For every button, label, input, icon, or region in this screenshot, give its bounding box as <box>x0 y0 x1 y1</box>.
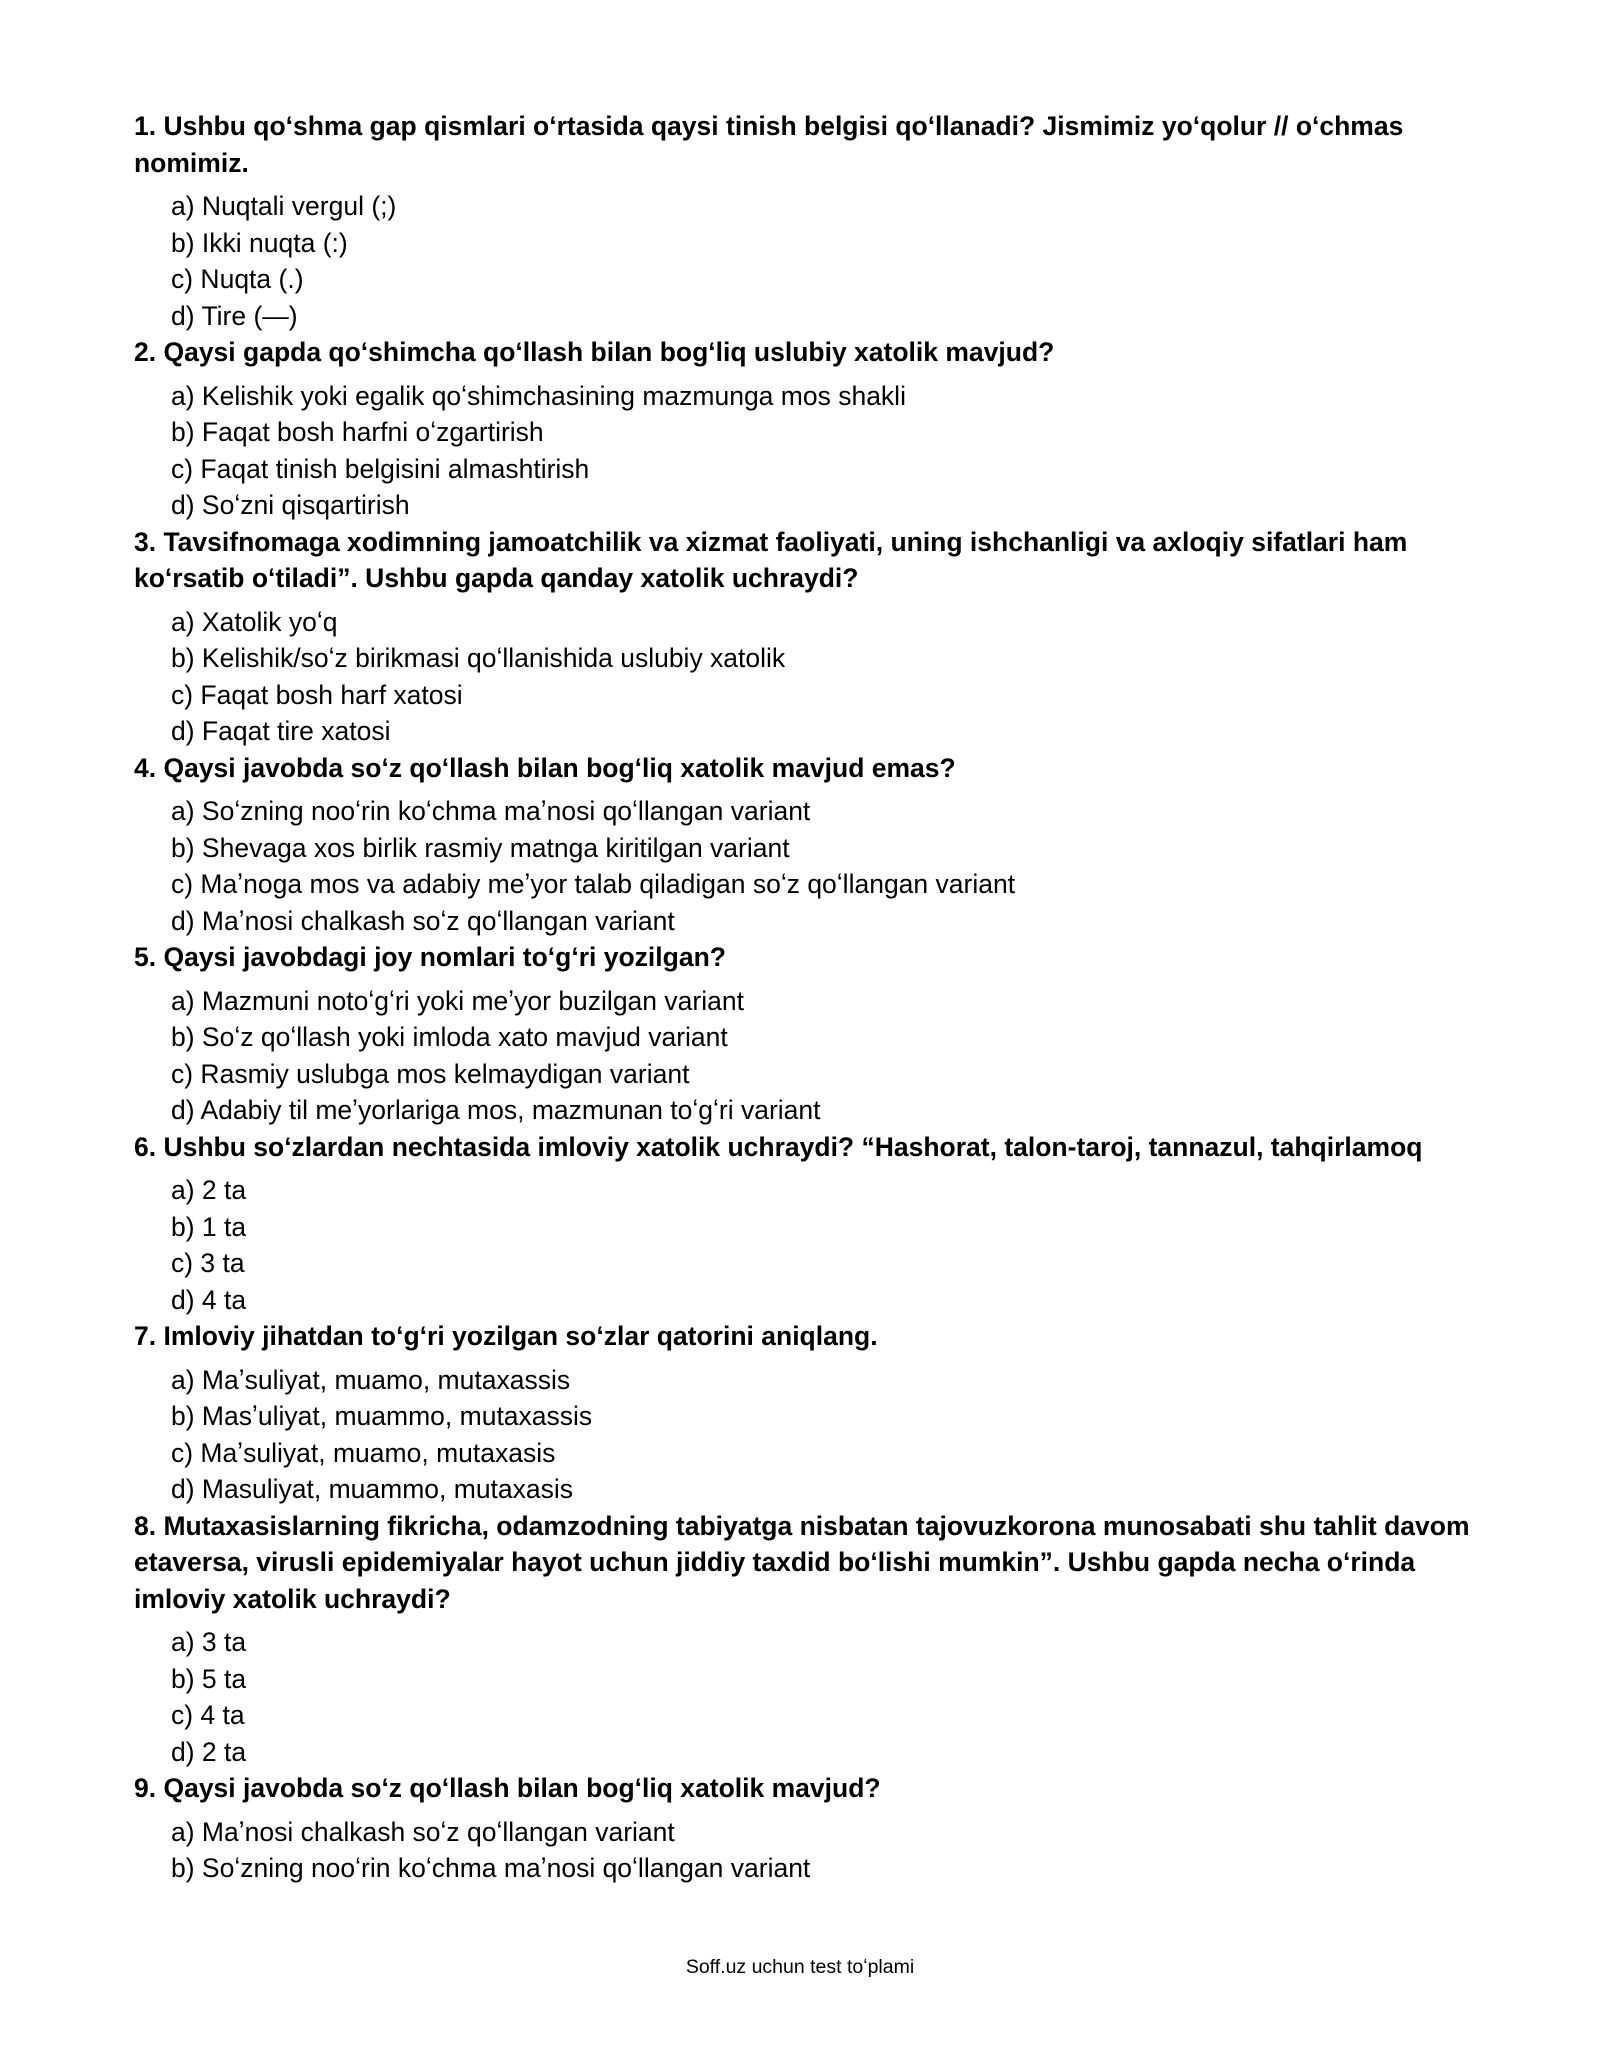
answer-option-d: d) Masuliyat, muammo, mutaxasis <box>171 1474 574 1504</box>
answer-option-b: b) Kelishik/soʻz birikmasi qoʻllanishida uslubiy xatolik <box>171 643 786 673</box>
question-text: 5. Qaysi javobdagi joy nomlari toʻgʻri yozilgan? <box>134 942 726 972</box>
answer-option-b: b) Soʻz qoʻllash yoki imloda xato mavjud variant <box>171 1022 728 1052</box>
question-1 <box>134 108 1474 334</box>
question-3 <box>134 524 1474 750</box>
answer-options <box>134 188 1474 334</box>
question-text: 4. Qaysi javobda soʻz qoʻllash bilan bogʻliq xatolik mavjud emas? <box>134 752 956 783</box>
question-text: 1. Ushbu qoʻshma gap qismlari oʻrtasida qaysi tinish belgisi qoʻllanadi? Jismimiz yoʻqolur // oʻchmas nomimiz. <box>134 111 1404 178</box>
answer-option-a: a) Nuqtali vergul (;) <box>171 191 397 221</box>
question-9 <box>134 1770 1474 1887</box>
answer-option-a: a) Xatolik yoʻq <box>171 606 338 637</box>
answer-option-b: b) Masʼuliyat, muammo, mutaxassis <box>171 1401 593 1431</box>
answer-option-b: b) Faqat bosh harfni oʻzgartirish <box>171 417 544 447</box>
answer-option-a: a) Mazmuni notoʻgʻri yoki meʼyor buzilgan variant <box>171 985 744 1016</box>
question-text: 3. Tavsifnomaga xodimning jamoatchilik va xizmat faoliyati, uning ishchanligi va axloqiy sifatlari ham koʻrsatib oʻtiladi”. Ushbu gapda qanday xatolik uchraydi? <box>134 526 1408 593</box>
question-5 <box>134 939 1474 1129</box>
answer-option-b: b) Soʻzning nooʻrin koʻchma maʼnosi qoʻllangan variant <box>171 1853 811 1883</box>
test-document <box>134 108 1474 1887</box>
answer-option-d: d) 4 ta <box>171 1284 247 1315</box>
question-8 <box>134 1508 1474 1771</box>
answer-option-d: d) 2 ta <box>171 1736 247 1767</box>
answer-option-d: d) Soʻzni qisqartirish <box>171 490 410 520</box>
answer-options <box>134 1172 1474 1318</box>
answer-option-a: a) Maʼnosi chalkash soʻz qoʻllangan variant <box>171 1816 675 1847</box>
question-2 <box>134 334 1474 524</box>
answer-option-a: a) 2 ta <box>171 1175 247 1205</box>
answer-option-c: c) 4 ta <box>171 1700 245 1730</box>
question-4 <box>134 750 1474 940</box>
answer-option-c: c) Faqat bosh harf xatosi <box>171 679 463 710</box>
question-text: 7. Imloviy jihatdan toʻgʻri yozilgan soʻzlar qatorini aniqlang. <box>134 1321 878 1351</box>
answer-options <box>134 378 1474 524</box>
question-text: 6. Ushbu soʻzlardan nechtasida imloviy xatolik uchraydi? “Hashorat, talon-taroj, tannazul, tahqirlamoq <box>134 1131 1423 1162</box>
answer-option-a: a) 3 ta <box>171 1627 247 1657</box>
answer-option-b: b) 1 ta <box>171 1211 247 1242</box>
answer-option-a: a) Kelishik yoki egalik qoʻshimchasining mazmunga mos shakli <box>171 380 906 411</box>
question-text: 8. Mutaxasislarning fikricha, odamzodning tabiyatga nisbatan tajovuzkorona munosabati shu tahlit davom etaversa, virusli epidemiyalar hayot uchun jiddiy taxdid boʻlishi mumkin”. Ushbu gapda necha oʻrinda imloviy xatolik uchraydi? <box>134 1510 1470 1614</box>
answer-options <box>134 1624 1474 1770</box>
question-text: 9. Qaysi javobda soʻz qoʻllash bilan bogʻliq xatolik mavjud? <box>134 1773 881 1803</box>
answer-option-c: c) Nuqta (.) <box>171 264 304 294</box>
answer-options <box>134 1814 1474 1887</box>
answer-option-d: d) Maʼnosi chalkash soʻz qoʻllangan variant <box>171 905 675 936</box>
answer-option-b: b) Ikki nuqta (:) <box>171 227 348 258</box>
answer-option-c: c) Faqat tinish belgisini almashtirish <box>171 453 590 484</box>
question-text: 2. Qaysi gapda qoʻshimcha qoʻllash bilan bogʻliq uslubiy xatolik mavjud? <box>134 337 1055 367</box>
answer-option-d: d) Adabiy til meʼyorlariga mos, mazmunan toʻgʻri variant <box>171 1095 821 1125</box>
answer-options <box>134 1362 1474 1508</box>
answer-option-b: b) Shevaga xos birlik rasmiy matnga kiritilgan variant <box>171 832 790 863</box>
answer-option-c: c) Rasmiy uslubga mos kelmaydigan variant <box>171 1058 690 1089</box>
answer-option-b: b) 5 ta <box>171 1663 247 1694</box>
answer-option-d: d) Faqat tire xatosi <box>171 716 391 746</box>
page-footer: Soff.uz uchun test toʻplami <box>685 1956 915 1978</box>
answer-option-a: a) Maʼsuliyat, muamo, mutaxassis <box>171 1364 571 1395</box>
answer-options <box>134 604 1474 750</box>
question-6 <box>134 1129 1474 1319</box>
answer-option-a: a) Soʻzning nooʻrin koʻchma maʼnosi qoʻllangan variant <box>171 796 811 826</box>
answer-option-d: d) Tire (—) <box>171 300 298 331</box>
question-7 <box>134 1318 1474 1508</box>
answer-option-c: c) Maʼnoga mos va adabiy meʼyor talab qiladigan soʻz qoʻllangan variant <box>171 869 1016 899</box>
answer-option-c: c) 3 ta <box>171 1248 245 1278</box>
answer-option-c: c) Maʼsuliyat, muamo, mutaxasis <box>171 1437 556 1468</box>
answer-options <box>134 793 1474 939</box>
answer-options <box>134 983 1474 1129</box>
